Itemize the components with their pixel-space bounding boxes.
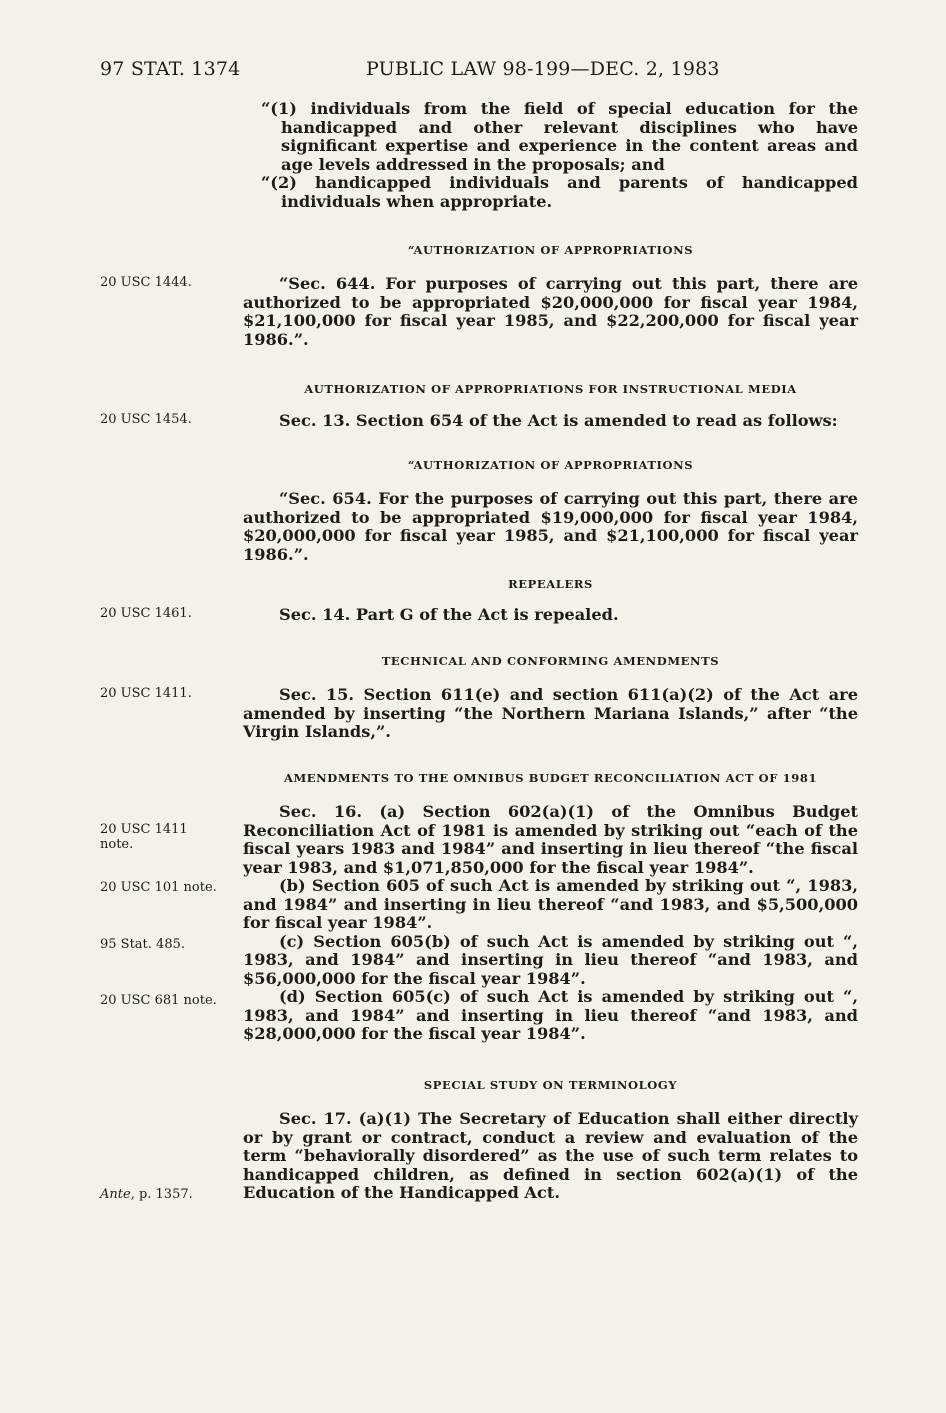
sec16c-margin-note: 95 Stat. 485. bbox=[100, 937, 185, 952]
sec16-heading: AMENDMENTS TO THE OMNIBUS BUDGET RECONCILIATION ACT OF 1981 bbox=[283, 771, 818, 785]
sec644-text: “Sec. 644. For purposes of carrying out this part, there are authorized to be appropriated $20,000,000 for fiscal year 1984, $21,100,000 for fiscal year 1985, and $22,200,000 for fiscal year 1986.”. bbox=[243, 274, 858, 349]
sec16-c: (c) Section 605(b) of such Act is amended by striking out “, 1983, and 1984” and inserting in lieu thereof “and 1983, and $56,000,000 for the fiscal year 1984”. bbox=[243, 931, 858, 988]
panel-item-2: “(2) handicapped individuals and parents of handicapped individuals when appropriate. bbox=[261, 173, 858, 211]
panel-members-list bbox=[243, 100, 858, 211]
sec14-heading: REPEALERS bbox=[508, 577, 593, 591]
sec14-text: Sec. 14. Part G of the Act is repealed. bbox=[279, 605, 619, 624]
sec17-margin-ante: Ante bbox=[100, 1187, 131, 1202]
sec17-margin-page: , p. 1357. bbox=[130, 1187, 193, 1202]
sec13-margin-note: 20 USC 1454. bbox=[100, 412, 192, 427]
sec17-text: Sec. 17. (a)(1) The Secretary of Education shall either directly or by grant or contract, conduct a review and evaluation of the term “behaviorally disordered” as the use of such term relates to handicapped children, as defined in section 602(a)(1) of the Education of the Handicapped Act. bbox=[243, 1109, 858, 1202]
sec15-text: Sec. 15. Section 611(e) and section 611(a)(2) of the Act are amended by inserting “the Northern Mariana Islands,” after “the Virgin Islands,”. bbox=[243, 685, 858, 741]
sec16-d: (d) Section 605(c) of such Act is amended by striking out “, 1983, and 1984” and inserting in lieu thereof “and 1983, and $28,000,000 for the fiscal year 1984”. bbox=[243, 987, 858, 1043]
sec654-text: “Sec. 654. For the purposes of carrying out this part, there are authorized to be appropriated $19,000,000 for fiscal year 1984, $20,000,000 for fiscal year 1985, and $21,100,000 for fiscal year 1986.”. bbox=[243, 489, 858, 564]
sec16-text bbox=[243, 803, 858, 1044]
sec16a-margin-note: 20 USC 1411 note. bbox=[100, 822, 188, 852]
sec16-b: (b) Section 605 of such Act is amended by striking out “, 1983, and 1984” and inserting in lieu thereof “and 1983, and $5,500,000 for fiscal year 1984”. bbox=[243, 876, 858, 932]
page-title: PUBLIC LAW 98-199—DEC. 2, 1983 bbox=[366, 58, 720, 80]
sec16-a: Sec. 16. (a) Section 602(a)(1) of the Omnibus Budget Reconciliation Act of 1981 is amended by striking out “each of the fiscal years 1983 and 1984” and inserting in lieu thereof “the fiscal year 1983, and $1,071,850,000 for the fiscal year 1984”. bbox=[243, 802, 858, 877]
sec644-heading: “AUTHORIZATION OF APPROPRIATIONS bbox=[407, 243, 694, 257]
sec654-heading: “AUTHORIZATION OF APPROPRIATIONS bbox=[407, 458, 694, 472]
panel-item-1: “(1) individuals from the field of special education for the handicapped and other relevant disciplines who have significant expertise and experience in the content areas and age levels addressed in the proposals; and bbox=[261, 99, 858, 174]
statute-citation: 97 STAT. 1374 bbox=[100, 58, 241, 80]
sec16b-margin-note: 20 USC 101 note. bbox=[100, 880, 217, 895]
sec14-margin-note: 20 USC 1461. bbox=[100, 606, 192, 621]
sec644-margin-note: 20 USC 1444. bbox=[100, 275, 192, 290]
sec17-heading: SPECIAL STUDY ON TERMINOLOGY bbox=[423, 1078, 678, 1092]
sec17-margin-note bbox=[100, 1187, 240, 1202]
sec13-heading: AUTHORIZATION OF APPROPRIATIONS FOR INSTRUCTIONAL MEDIA bbox=[304, 382, 797, 396]
sec13-text: Sec. 13. Section 654 of the Act is amended to read as follows: bbox=[279, 411, 838, 430]
sec15-heading: TECHNICAL AND CONFORMING AMENDMENTS bbox=[381, 654, 720, 668]
sec16d-margin-note: 20 USC 681 note. bbox=[100, 993, 217, 1008]
sec15-margin-note: 20 USC 1411. bbox=[100, 686, 192, 701]
